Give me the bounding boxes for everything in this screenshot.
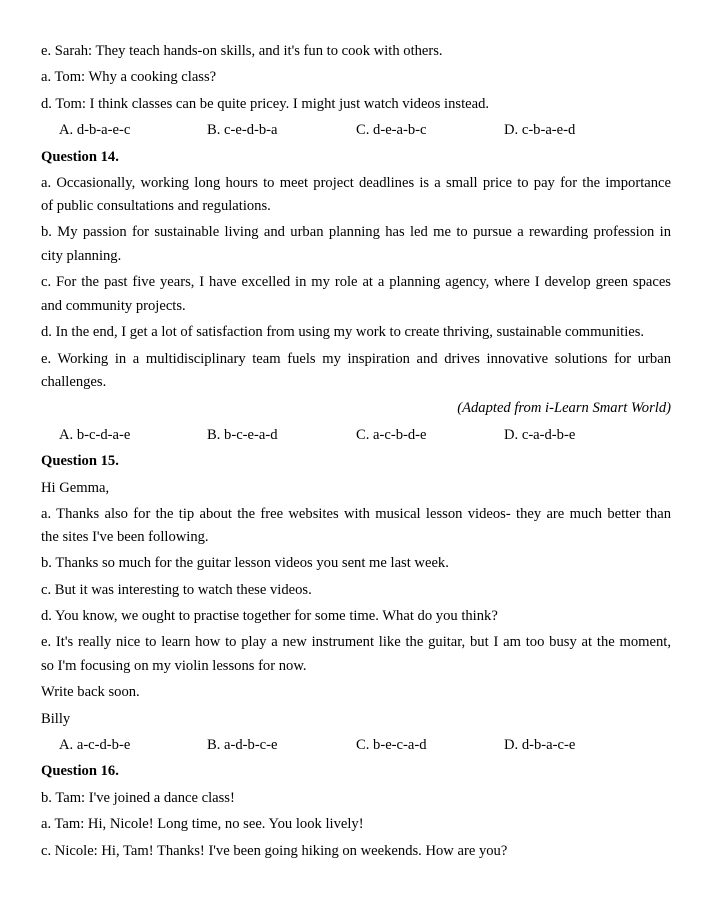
q14-sentence-b-line1: b. My passion for sustainable living and urban planning has led me to pursue a rewarding profession in xyxy=(41,224,671,240)
q14-sentence-e-line2: challenges. xyxy=(41,374,107,390)
q14-sentence-e-line1: e. Working in a multidisciplinary team fuels my inspiration and drives innovative solutions for urban xyxy=(41,351,671,367)
q15-option-b: B. a-d-b-c-e xyxy=(207,737,278,753)
q14-sentence-a-line2: of public consultations and regulations. xyxy=(41,198,271,214)
q13-option-b: B. c-e-d-b-a xyxy=(207,122,278,138)
q15-option-a: A. a-c-d-b-e xyxy=(59,737,131,753)
q15-sentence-c: c. But it was interesting to watch these videos. xyxy=(41,582,312,598)
q15-option-c: C. b-e-c-a-d xyxy=(356,737,427,753)
q15-greeting: Hi Gemma, xyxy=(41,480,110,496)
q14-sentence-a-line1: a. Occasionally, working long hours to meet project deadlines is a small price to pay for the importance xyxy=(41,175,671,191)
q13-line-d: d. Tom: I think classes can be quite pricey. I might just watch videos instead. xyxy=(41,96,490,112)
q15-option-d: D. d-b-a-c-e xyxy=(504,737,576,753)
q13-line-a: a. Tom: Why a cooking class? xyxy=(41,69,217,85)
q14-option-b: B. b-c-e-a-d xyxy=(207,427,278,443)
q15-sentence-b: b. Thanks so much for the guitar lesson videos you sent me last week. xyxy=(41,555,449,571)
q15-title: Question 15. xyxy=(41,453,119,469)
q13-option-a: A. d-b-a-e-c xyxy=(59,122,131,138)
q13-line-e: e. Sarah: They teach hands-on skills, and it's fun to cook with others. xyxy=(41,43,443,59)
q15-signature: Billy xyxy=(41,711,71,727)
q14-source: (Adapted from i-Learn Smart World) xyxy=(457,400,671,416)
q14-option-d: D. c-a-d-b-e xyxy=(504,427,576,443)
q15-sentence-e-line1: e. It's really nice to learn how to play a new instrument like the guitar, but I am too busy at the moment, xyxy=(41,634,671,650)
q13-option-d: D. c-b-a-e-d xyxy=(504,122,576,138)
q13-option-c: C. d-e-a-b-c xyxy=(356,122,427,138)
q14-sentence-c-line2: and community projects. xyxy=(41,298,186,314)
q15-sentence-d: d. You know, we ought to practise together for some time. What do you think? xyxy=(41,608,498,624)
q16-line-c: c. Nicole: Hi, Tam! Thanks! I've been going hiking on weekends. How are you? xyxy=(41,843,508,859)
q15-closing: Write back soon. xyxy=(41,684,140,700)
q16-title: Question 16. xyxy=(41,763,119,779)
q14-option-a: A. b-c-d-a-e xyxy=(59,427,131,443)
q14-title: Question 14. xyxy=(41,149,119,165)
q14-sentence-b-line2: city planning. xyxy=(41,248,122,264)
q15-sentence-a-line1: a. Thanks also for the tip about the free websites with musical lesson videos- they are much better than xyxy=(41,506,671,522)
q14-sentence-c-line1: c. For the past five years, I have excelled in my role at a planning agency, where I develop green spaces xyxy=(41,274,671,290)
q14-option-c: C. a-c-b-d-e xyxy=(356,427,427,443)
q16-line-a: a. Tam: Hi, Nicole! Long time, no see. You look lively! xyxy=(41,816,364,832)
q15-sentence-a-line2: the sites I've been following. xyxy=(41,529,209,545)
q15-sentence-e-line2: so I'm focusing on my violin lessons for now. xyxy=(41,658,307,674)
q14-sentence-d: d. In the end, I get a lot of satisfaction from using my work to create thriving, sustainable communities. xyxy=(41,324,645,340)
q16-line-b: b. Tam: I've joined a dance class! xyxy=(41,790,235,806)
